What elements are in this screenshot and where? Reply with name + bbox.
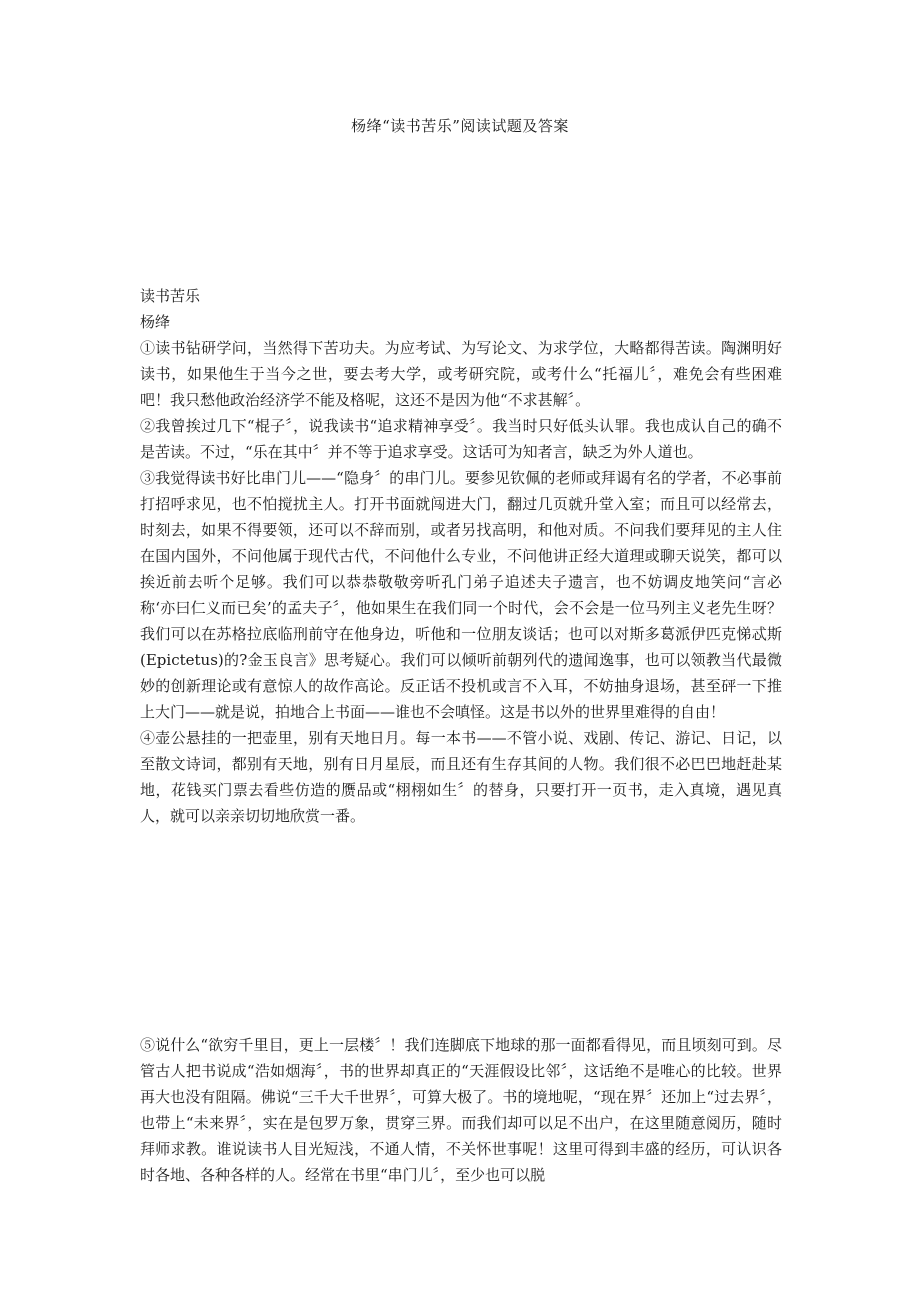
document-title: 杨绛“读书苦乐”阅读试题及答案 <box>351 117 569 135</box>
paragraph-5: ⑤说什么“欲穷千里目，更上一层楼〞！我们连脚底下地球的那一面都看得见，而且顷刻可到。尽管古人把书说成“浩如烟海〞，书的世界却真正的“天涯假设比邻〞，这话绝不是唯心的比较。世界再大也没有阻隔。佛说“三千大千世界〞，可算大极了。书的境地呢，“现在界〞还加上“过去界〞，也带上“未来界〞，实在是包罗万象，贯穿三界。而我们却可以足不出户，在这里随意阅历，随时拜师求教。谁说读书人目光短浅，不通人情，不关怀世事呢！这里可得到丰盛的经历，可认识各时各地、各种各样的人。经常在书里“串门儿〞，至少也可以脱 <box>140 1036 782 1184</box>
paragraph-1: ①读书钻研学问，当然得下苦功夫。为应考试、为写论文、为求学位，大略都得苦读。陶渊明好读书，如果他生于当今之世，要去考大学，或考研究院，或考什么“托福儿〞，难免会有些困难吧！我只愁他政治经济学不能及格呢，这还不是因为他“不求甚解〞。 <box>140 339 782 409</box>
paragraph-2: ②我曾挨过几下“棍子〞，说我读书“追求精神享受〞。我当时只好低头认罪。我也成认自己的确不是苦读。不过，“乐在其中〞并不等于追求享受。这话可为知者言，缺乏为外人道也。 <box>140 417 782 461</box>
article-heading: 读书苦乐 <box>140 287 201 305</box>
article-body-page-2 <box>140 1032 782 1188</box>
paragraph-3: ③我觉得读书好比串门儿——“隐身〞的串门儿。要参见钦佩的老师或拜谒有名的学者，不必事前打招呼求见，也不怕搅扰主人。打开书面就闯进大门，翻过几页就升堂入室；而且可以经常去，时刻去，如果不得要领，还可以不辞而别，或者另找高明，和他对质。不问我们要拜见的主人住在国内国外，不问他属于现代古代，不问他什么专业，不问他讲正经大道理或聊天说笑，都可以挨近前去听个足够。我们可以恭恭敬敬旁听孔门弟子追述夫子遗言，也不妨调皮地笑问“言必称‘亦曰仁义而已矣’的孟夫子〞，他如果生在我们同一个时代，会不会是一位马列主义老先生呀？我们可以在苏格拉底临刑前守在他身边，听他和一位朋友谈话；也可以对斯多葛派伊匹克悌忒斯(Epictetus)的?金玉良言》思考疑心。我们可以倾听前朝列代的遗闻逸事，也可以领教当代最微妙的创新理论或有意惊人的故作高论。反正话不投机或言不入耳，不妨抽身退场，甚至砰一下推上大门——就是说，拍地合上书面——谁也不会嗔怪。这是书以外的世界里难得的自由！ <box>140 469 782 721</box>
article-author: 杨绛 <box>140 313 171 331</box>
article-body-page-1 <box>140 283 782 829</box>
paragraph-4: ④壶公悬挂的一把壶里，别有天地日月。每一本书——不管小说、戏剧、传记、游记、日记，以至散文诗词，都别有天地，别有日月星辰，而且还有生存其间的人物。我们很不必巴巴地赶赴某地，花钱买门票去看些仿造的赝品或“栩栩如生〞的替身，只要打开一页书，走入真境，遇见真人，就可以亲亲切切地欣赏一番。 <box>140 729 782 825</box>
